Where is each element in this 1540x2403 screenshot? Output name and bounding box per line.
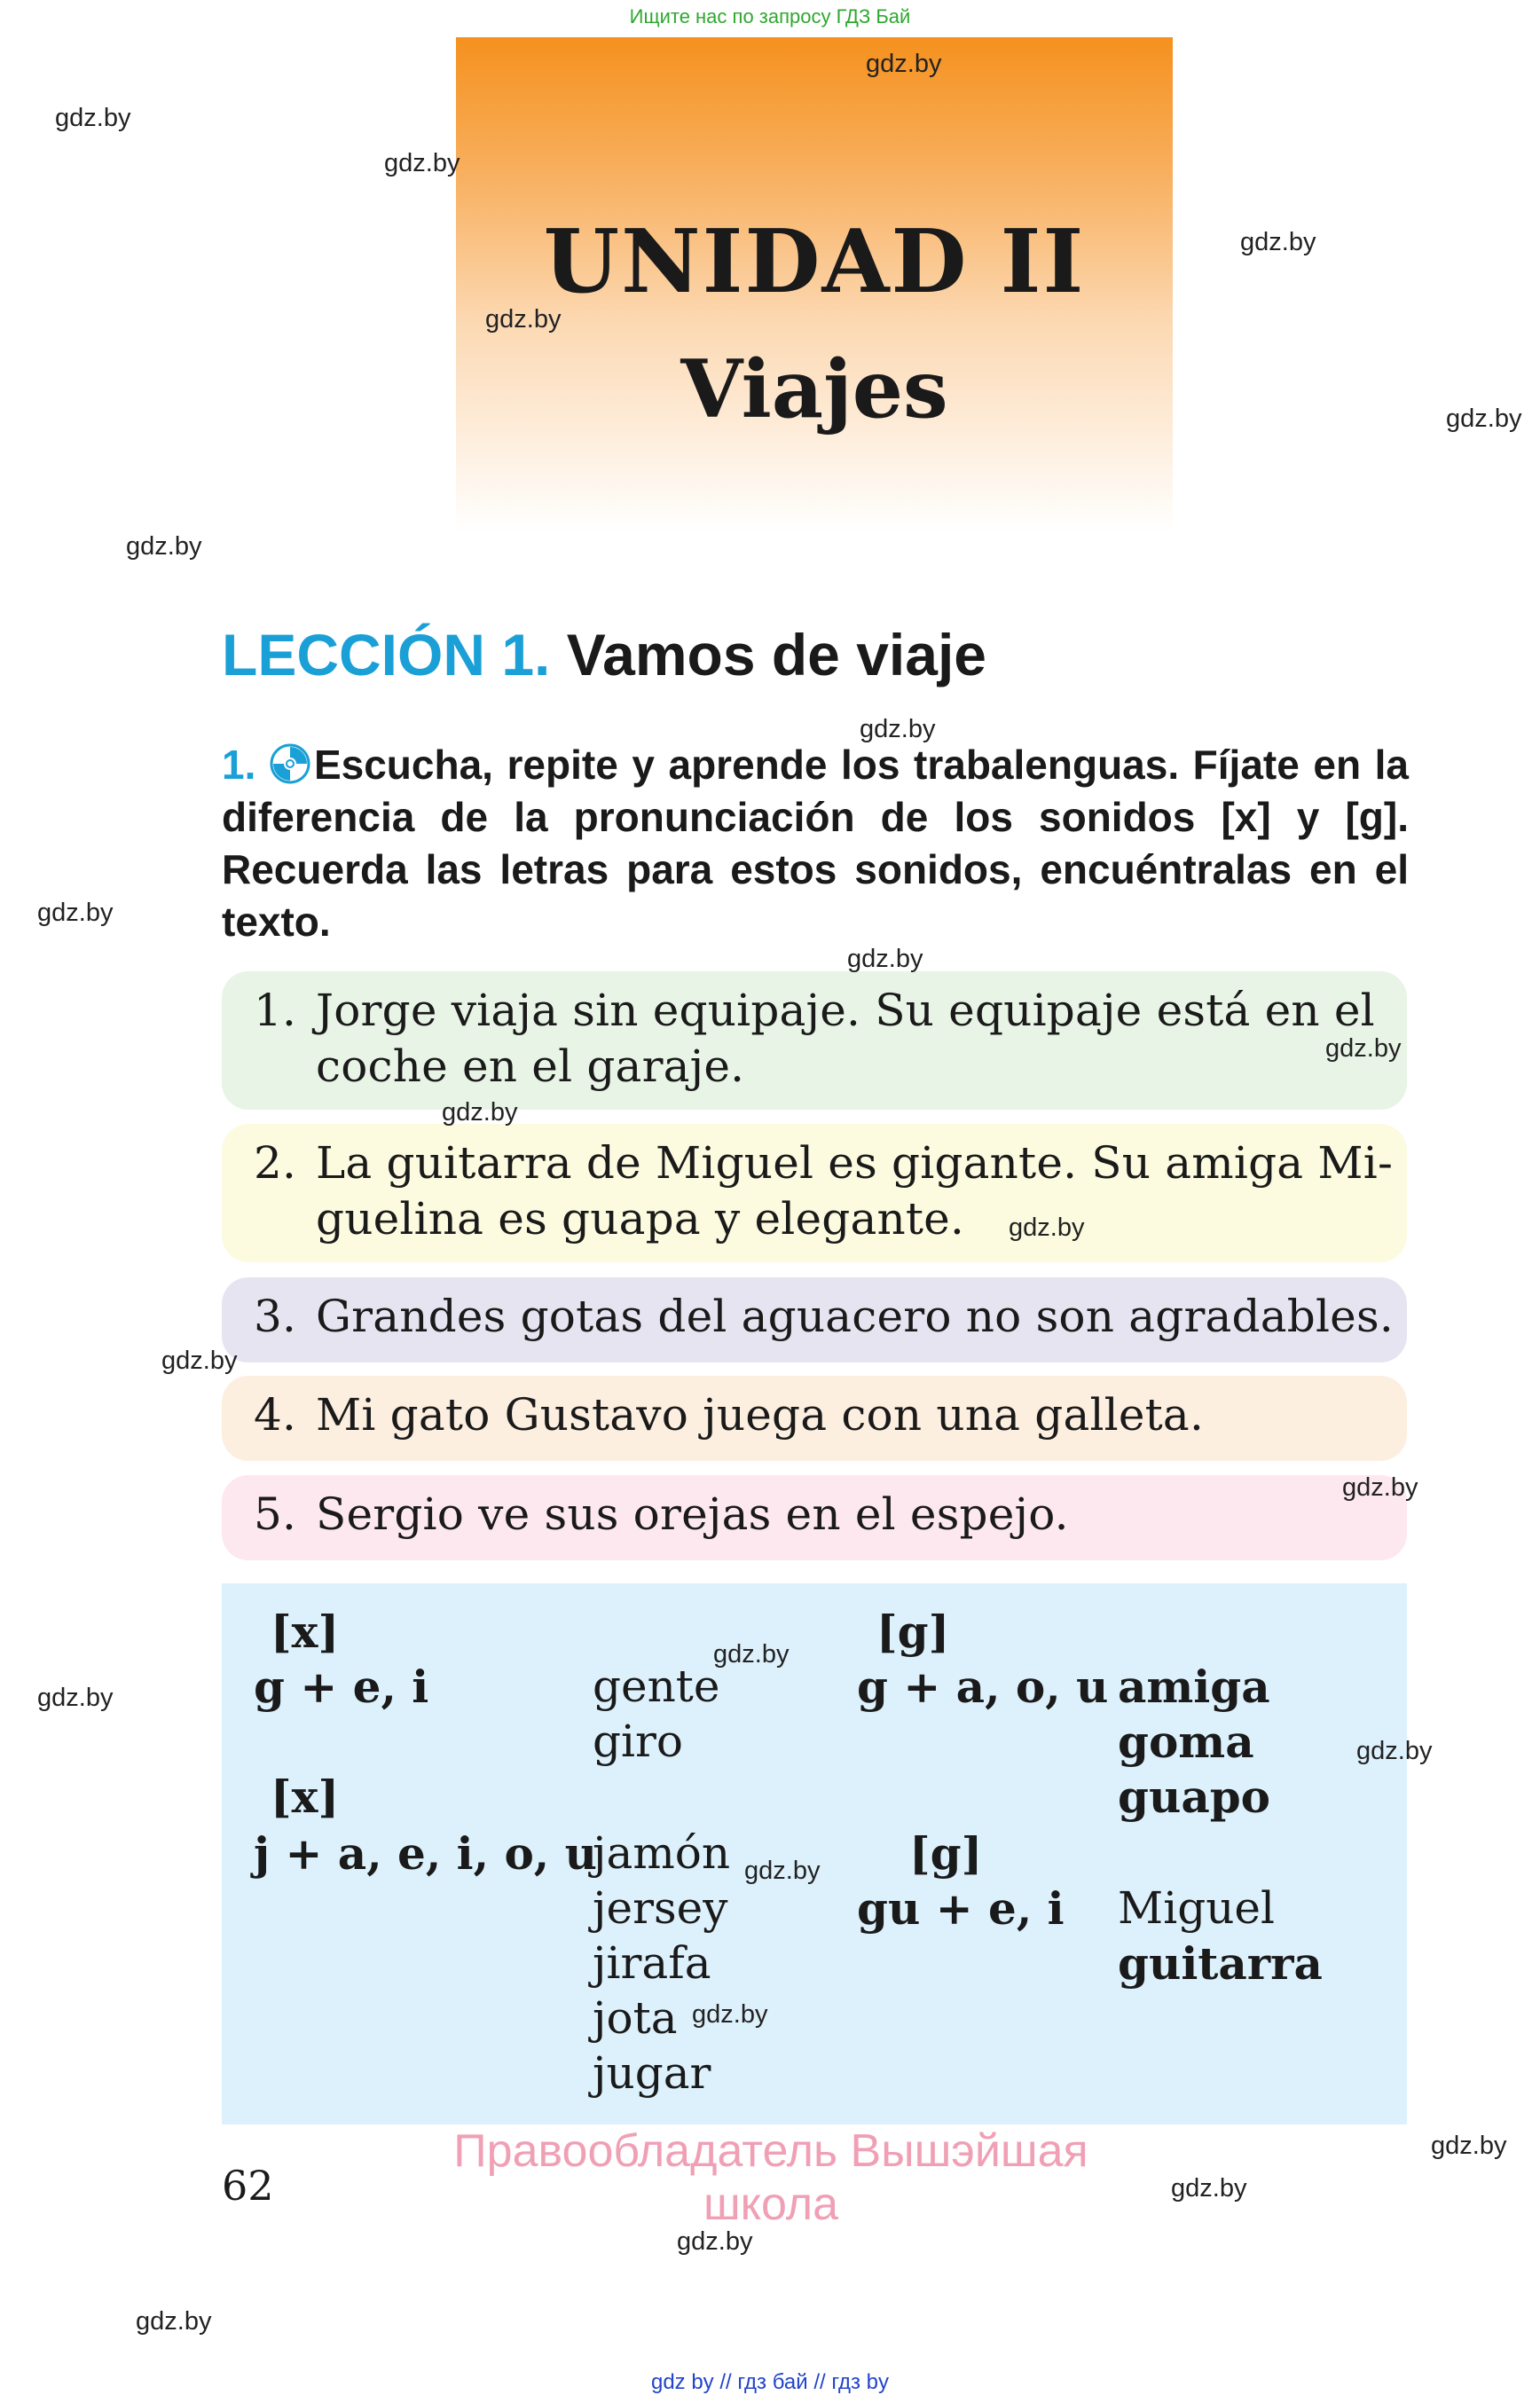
tongue-twister-5 — [222, 1475, 1407, 1560]
instruction-text: Escucha, repite y aprende los trabalenguas. Fíjate en la diferencia de la pronunciación de los sonidos [x] y [g]. Recuerda las letras para estos sonidos, encuéntralas en el texto. — [222, 742, 1409, 945]
item-line: Mi gato Gustavo juega con una galleta. — [316, 1389, 1205, 1441]
tongue-twister-2 — [222, 1124, 1407, 1262]
item-line: coche en el garaje. — [316, 1041, 745, 1092]
watermark: gdz.by — [692, 2000, 768, 2029]
item-line: Grandes gotas del aguacero no son agradables. — [316, 1291, 1394, 1342]
footer-links: gdz by // гдз бай // гдз by — [650, 2370, 890, 2394]
tongue-twister-3 — [222, 1277, 1407, 1362]
watermark: gdz.by — [1446, 404, 1522, 433]
watermark: gdz.by — [442, 1098, 518, 1127]
example-word: Miguel — [1118, 1882, 1275, 1934]
copyright-notice: Правообладатель Вышэйшая школа — [453, 2125, 1088, 2230]
page-number: 62 — [222, 2162, 274, 2210]
item-number: 1. — [254, 985, 297, 1036]
watermark: gdz.by — [847, 945, 923, 973]
unit-subtitle: Viajes — [680, 342, 948, 436]
sound-label: [g] — [909, 1827, 983, 1880]
watermark: gdz.by — [485, 305, 562, 334]
tongue-twister-4 — [222, 1376, 1407, 1461]
watermark: gdz.by — [136, 2307, 212, 2336]
example-word: guapo — [1118, 1771, 1271, 1823]
example-word: jamón — [593, 1827, 731, 1879]
sound-label: [x] — [271, 1771, 340, 1823]
item-line: Sergio ve sus orejas en el espejo. — [316, 1488, 1069, 1540]
watermark: gdz.by — [1009, 1213, 1085, 1242]
example-word: jirafa — [593, 1937, 711, 1989]
letter-rule: gu + e, i — [857, 1882, 1065, 1935]
watermark: gdz.by — [37, 899, 114, 927]
item-line: guelina es guapa y elegante. — [316, 1193, 965, 1245]
lesson-heading — [222, 621, 986, 688]
item-number: 2. — [254, 1137, 297, 1189]
item-line: Jorge viaja sin equipaje. Su equipaje está en el — [316, 985, 1375, 1036]
watermark: gdz.by — [860, 715, 936, 743]
top-notice: Ищите нас по запросу ГДЗ Бай — [629, 5, 911, 27]
watermark: gdz.by — [55, 104, 131, 132]
watermark: gdz.by — [713, 1640, 790, 1669]
audio-cd-icon[interactable] — [270, 743, 310, 784]
example-word: jota — [593, 1992, 678, 2044]
example-word: gente — [593, 1661, 720, 1712]
watermark: gdz.by — [1325, 1034, 1402, 1063]
sound-label: [g] — [876, 1606, 950, 1658]
example-word: amiga — [1118, 1661, 1270, 1713]
watermark: gdz.by — [1431, 2132, 1507, 2160]
watermark: gdz.by — [161, 1347, 238, 1375]
example-word: giro — [593, 1716, 684, 1767]
example-word: jugar — [593, 2047, 711, 2099]
item-number: 3. — [254, 1291, 297, 1342]
exercise-number: 1. — [222, 742, 256, 788]
exercise-instruction — [222, 739, 1409, 948]
item-number: 5. — [254, 1488, 297, 1540]
watermark: gdz.by — [384, 149, 460, 177]
sound-label: [x] — [271, 1606, 340, 1658]
watermark: gdz.by — [126, 532, 202, 561]
watermark: gdz.by — [1240, 228, 1316, 256]
item-number: 4. — [254, 1389, 297, 1441]
example-word: goma — [1118, 1716, 1254, 1768]
watermark: gdz.by — [677, 2227, 753, 2256]
tongue-twister-1 — [222, 971, 1407, 1110]
watermark: gdz.by — [1342, 1473, 1418, 1502]
unit-title: UNIDAD II — [543, 211, 1086, 313]
watermark: gdz.by — [37, 1684, 114, 1712]
example-word: jersey — [593, 1882, 728, 1934]
watermark: gdz.by — [1171, 2174, 1247, 2203]
watermark: gdz.by — [1356, 1737, 1433, 1765]
sound-letter-table — [222, 1583, 1407, 2124]
watermark: gdz.by — [866, 50, 942, 78]
letter-rule: g + e, i — [254, 1661, 429, 1713]
example-word: guitarra — [1118, 1937, 1323, 1990]
letter-rule: j + a, e, i, o, u — [254, 1827, 597, 1880]
lesson-name: Vamos de viaje — [566, 622, 987, 687]
lesson-number: LECCIÓN 1. — [222, 622, 551, 687]
watermark: gdz.by — [744, 1857, 821, 1885]
letter-rule: g + a, o, u — [857, 1661, 1109, 1713]
item-line: La guitarra de Miguel es gigante. Su amiga Mi- — [316, 1137, 1394, 1189]
